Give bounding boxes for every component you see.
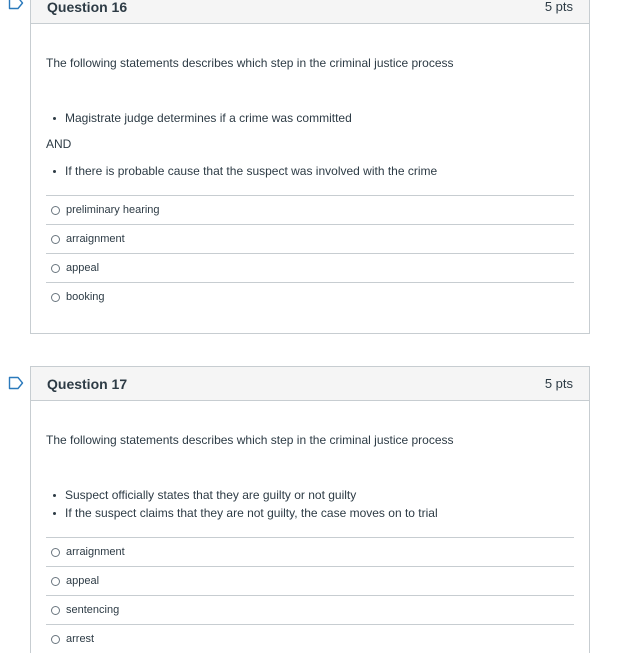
list-item: If the suspect claims that they are not guilty, the case moves on to trial (46, 504, 574, 522)
answer-option[interactable] (46, 595, 574, 624)
bullet-list (46, 109, 574, 127)
radio-button[interactable] (51, 264, 60, 273)
answer-list (46, 537, 574, 653)
radio-button[interactable] (51, 293, 60, 302)
answer-option[interactable] (46, 624, 574, 653)
bullet-list (46, 162, 574, 180)
radio-button[interactable] (51, 235, 60, 244)
answer-option[interactable] (46, 224, 574, 253)
answer-label: preliminary hearing (66, 204, 160, 216)
answer-list (46, 195, 574, 311)
answer-label: sentencing (66, 604, 120, 616)
question-prompt: The following statements describes which step in the criminal justice process (46, 56, 454, 70)
connector-text: AND (46, 137, 72, 151)
answer-option[interactable] (46, 537, 574, 566)
list-item: Magistrate judge determines if a crime was committed (46, 109, 574, 127)
answer-label: appeal (66, 575, 100, 587)
question-17 (30, 366, 590, 653)
question-text (46, 432, 574, 522)
question-header (31, 0, 589, 24)
answer-option[interactable] (46, 195, 574, 224)
question-points: 5 pts (544, 376, 573, 391)
question-title: Question 17 (47, 375, 128, 392)
list-item: If there is probable cause that the suspect was involved with the crime (46, 162, 574, 180)
answer-label: booking (66, 291, 105, 303)
bullet-list (46, 486, 574, 522)
radio-button[interactable] (51, 635, 60, 644)
radio-button[interactable] (51, 577, 60, 586)
answer-label: arraignment (66, 233, 125, 245)
radio-button[interactable] (51, 548, 60, 557)
question-title: Question 16 (47, 0, 128, 15)
flag-question-icon[interactable] (8, 0, 24, 10)
answer-label: appeal (66, 262, 100, 274)
question-points: 5 pts (544, 0, 573, 14)
answer-option[interactable] (46, 566, 574, 595)
flag-question-icon[interactable] (8, 376, 24, 390)
answer-label: arrest (66, 633, 95, 645)
question-header (31, 367, 589, 401)
question-text (46, 55, 574, 180)
answer-label: arraignment (66, 546, 125, 558)
answer-option[interactable] (46, 282, 574, 311)
radio-button[interactable] (51, 206, 60, 215)
question-prompt: The following statements describes which step in the criminal justice process (46, 433, 454, 447)
answer-option[interactable] (46, 253, 574, 282)
radio-button[interactable] (51, 606, 60, 615)
list-item: Suspect officially states that they are guilty or not guilty (46, 486, 574, 504)
question-16 (30, 0, 590, 334)
